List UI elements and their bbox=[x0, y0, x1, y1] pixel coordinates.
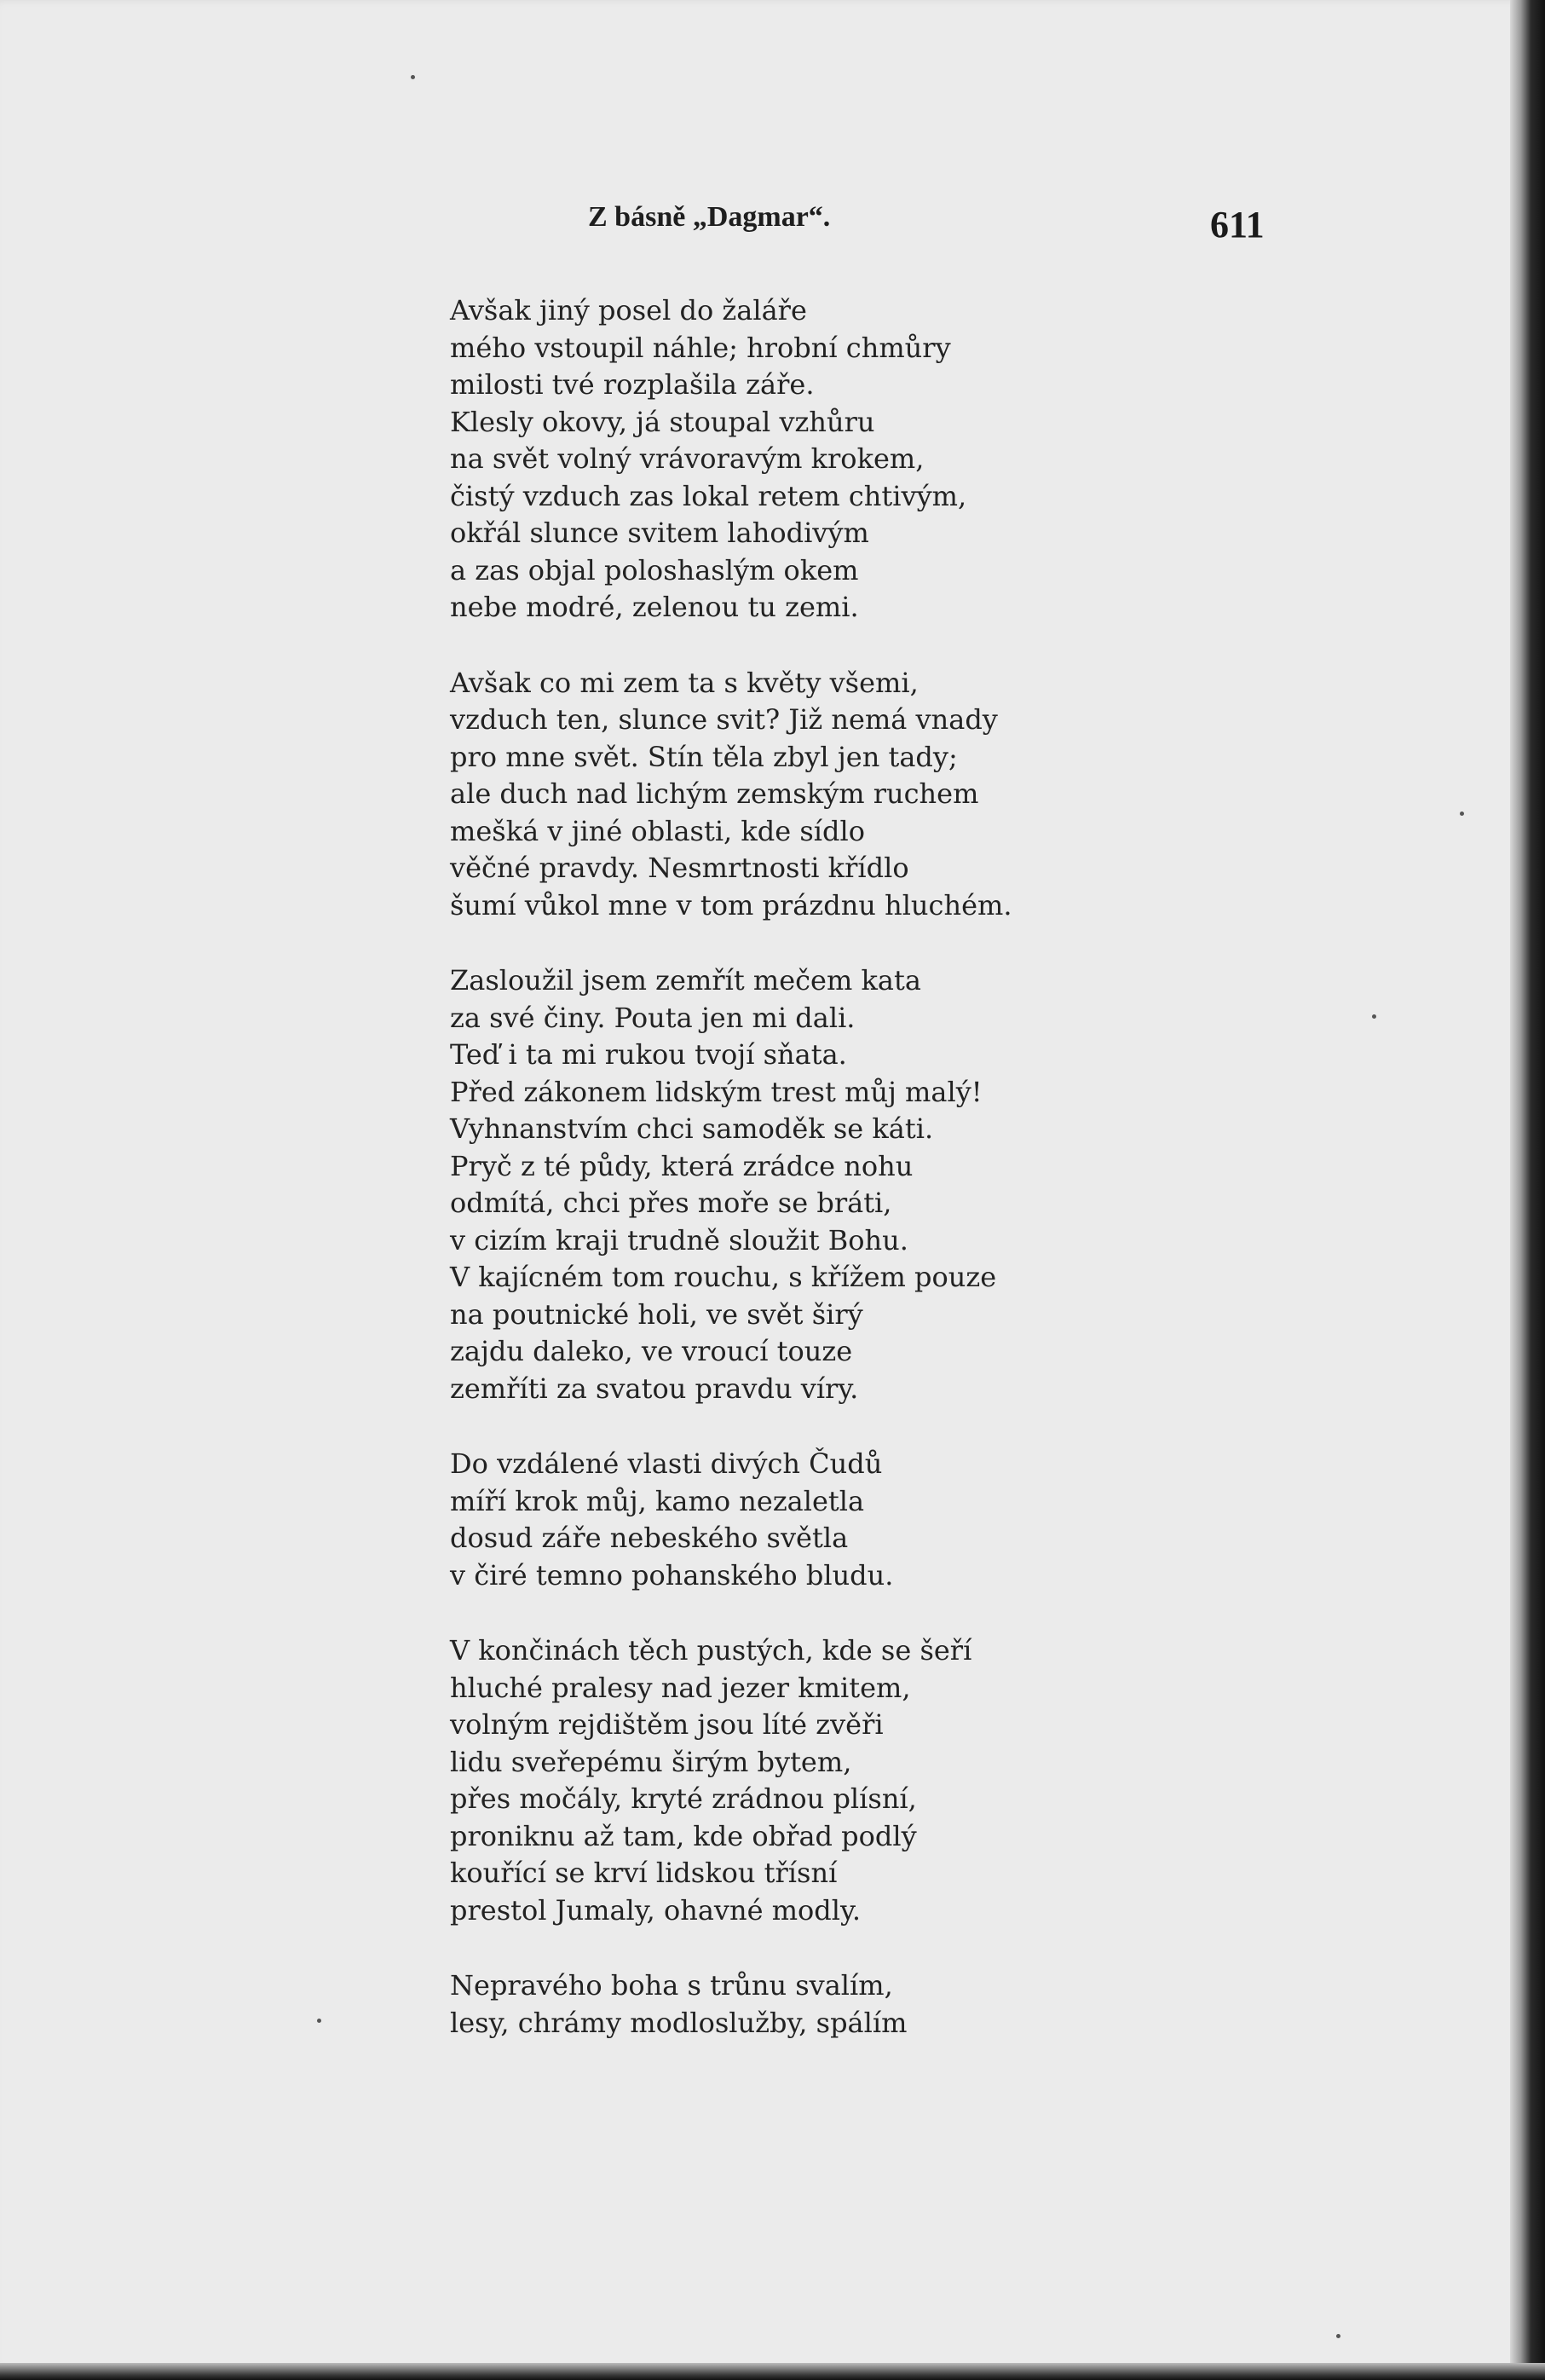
paper-speck bbox=[411, 75, 415, 79]
poem-line: mého vstoupil náhle; hrobní chmůry bbox=[450, 331, 951, 364]
stanza-2 bbox=[450, 665, 1132, 925]
stanza-1 bbox=[450, 292, 1132, 627]
paper-speck bbox=[317, 2019, 321, 2023]
poem-line: pro mne svět. Stín těla zbyl jen tady; bbox=[450, 740, 958, 773]
poem-line: volným rejdištěm jsou líté zvěři bbox=[450, 1708, 884, 1741]
stanza-5 bbox=[450, 1632, 1132, 1929]
poem-line: V kajícném tom rouchu, s křížem pouze bbox=[450, 1261, 997, 1293]
poem-line: odmítá, chci přes moře se bráti, bbox=[450, 1187, 892, 1219]
paper-speck bbox=[1336, 2334, 1340, 2338]
poem-line: okřál slunce svitem lahodivým bbox=[450, 517, 869, 549]
poem-line: míří krok můj, kamo nezaletla bbox=[450, 1484, 865, 1517]
poem-line: na svět volný vrávoravým krokem, bbox=[450, 442, 925, 475]
poem-line: nebe modré, zelenou tu zemi. bbox=[450, 591, 859, 623]
poem-line: v čiré temno pohanského bludu. bbox=[450, 1558, 894, 1591]
page-right-edge bbox=[1510, 0, 1545, 2380]
poem-line: zajdu daleko, ve vroucí touze bbox=[450, 1335, 853, 1367]
poem-line: hluché pralesy nad jezer kmitem, bbox=[450, 1671, 911, 1704]
poem-line: proniknu až tam, kde obřad podlý bbox=[450, 1819, 917, 1852]
poem-line: Klesly okovy, já stoupal vzhůru bbox=[450, 405, 875, 438]
stanza-3 bbox=[450, 962, 1132, 1407]
stanza-6 bbox=[450, 1967, 1132, 2042]
poem-line: čistý vzduch zas lokal retem chtivým, bbox=[450, 479, 967, 512]
poem-line: Zasloužil jsem zemřít mečem kata bbox=[450, 964, 921, 996]
poem-line: Před zákonem lidským trest můj malý! bbox=[450, 1075, 983, 1108]
poem-line: Teď i ta mi rukou tvojí sňata. bbox=[450, 1038, 847, 1071]
poem-line: dosud záře nebeského světla bbox=[450, 1522, 849, 1554]
page-bottom-edge bbox=[0, 2363, 1545, 2380]
poem-line: prestol Jumaly, ohavné modly. bbox=[450, 1893, 862, 1927]
poem-line: vzduch ten, slunce svit? Již nemá vnady bbox=[450, 703, 998, 736]
poem-line: za své činy. Pouta jen mi dali. bbox=[450, 1001, 856, 1034]
paper-speck bbox=[1460, 812, 1464, 816]
poem-line: lidu sveřepému širým bytem, bbox=[450, 1745, 852, 1778]
poem-line: v cizím kraji trudně sloužit Bohu. bbox=[450, 1223, 908, 1256]
poem-line: Pryč z té půdy, která zrádce nohu bbox=[450, 1149, 914, 1182]
poem-line: milosti tvé rozplašila záře. bbox=[450, 368, 815, 401]
poem-line: přes močály, kryté zrádnou plísní, bbox=[450, 1782, 917, 1815]
poem-line: na poutnické holi, ve svět širý bbox=[450, 1297, 863, 1331]
poem-line: V končinách těch pustých, kde se šeří bbox=[450, 1634, 972, 1667]
poem-line: Nepravého boha s trůnu svalím, bbox=[450, 1969, 893, 2002]
page-number: 611 bbox=[1210, 204, 1265, 246]
poem-line: kouřící se krví lidskou třísní bbox=[450, 1857, 838, 1889]
poem-line: věčné pravdy. Nesmrtnosti křídlo bbox=[450, 852, 909, 884]
paper-speck bbox=[1372, 1014, 1376, 1019]
poem-line: šumí vůkol mne v tom prázdnu hluchém. bbox=[450, 888, 1012, 921]
poem-line: zemříti za svatou pravdu víry. bbox=[450, 1372, 859, 1405]
running-header-title: Z básně „Dagmar“. bbox=[588, 201, 831, 233]
poem-line: Do vzdálené vlasti divých Čudů bbox=[450, 1447, 883, 1480]
poem-line: Vyhnanstvím chci samoděk se káti. bbox=[450, 1112, 934, 1145]
poem-line: mešká v jiné oblasti, kde sídlo bbox=[450, 814, 866, 847]
poem-line: lesy, chrámy modloslužby, spálím bbox=[450, 2006, 908, 2039]
poem-line: ale duch nad lichým zemským ruchem bbox=[450, 777, 979, 810]
poem-body bbox=[450, 292, 1132, 2080]
poem-line: Avšak jiný posel do žaláře bbox=[450, 294, 807, 326]
poem-line: a zas objal poloshaslým okem bbox=[450, 553, 859, 586]
poem-line: Avšak co mi zem ta s květy všemi, bbox=[450, 666, 919, 699]
stanza-4 bbox=[450, 1446, 1132, 1594]
